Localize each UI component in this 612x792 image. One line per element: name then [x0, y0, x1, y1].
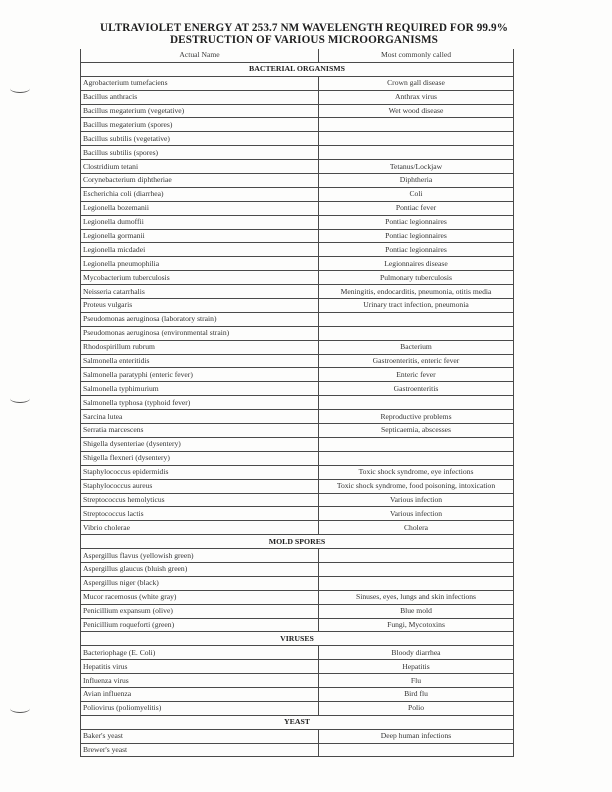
- table-row: [81, 646, 514, 660]
- common-name-cell: Enteric fever: [319, 368, 514, 382]
- common-name-cell: Meningitis, endocarditis, pneumonia, otitis media: [319, 285, 514, 299]
- common-name-cell: Diphtheria: [319, 174, 514, 188]
- table-row: [81, 660, 514, 674]
- section-title: YEAST: [81, 715, 514, 729]
- organism-name-cell: Aspergillus niger (black): [81, 576, 319, 590]
- section-header-row: [81, 715, 514, 729]
- organism-name-cell: Aspergillus flavus (yellowish green): [81, 549, 319, 563]
- common-name-cell: [319, 451, 514, 465]
- title-line-2: DESTRUCTION OF VARIOUS MICROORGANISMS: [170, 34, 438, 46]
- common-name-cell: [319, 562, 514, 576]
- table-row: [81, 104, 514, 118]
- table-row: [81, 368, 514, 382]
- table-row: [81, 521, 514, 535]
- organism-name-cell: Avian influenza: [81, 687, 319, 701]
- common-name-cell: Polio: [319, 701, 514, 715]
- common-name-cell: [319, 312, 514, 326]
- organism-name-cell: Sarcina lutea: [81, 410, 319, 424]
- section-title: VIRUSES: [81, 632, 514, 646]
- organism-name-cell: Legionella micdadei: [81, 243, 319, 257]
- organism-name-cell: Mycobacterium tuberculosis: [81, 271, 319, 285]
- table-row: [81, 299, 514, 313]
- organism-name-cell: Legionella gormanii: [81, 229, 319, 243]
- table-row: [81, 118, 514, 132]
- table-row: [81, 312, 514, 326]
- organism-name-cell: Clostridium tetani: [81, 160, 319, 174]
- organism-name-cell: Streptococcus lactis: [81, 507, 319, 521]
- common-name-cell: [319, 326, 514, 340]
- table-row: [81, 285, 514, 299]
- organism-name-cell: Influenza virus: [81, 674, 319, 688]
- organism-name-cell: Rhodospirillum rubrum: [81, 340, 319, 354]
- common-name-cell: [319, 743, 514, 757]
- table-row: [81, 340, 514, 354]
- table-row: [81, 243, 514, 257]
- organism-name-cell: Streptococcus hemolyticus: [81, 493, 319, 507]
- common-name-cell: Bacterium: [319, 340, 514, 354]
- organism-name-cell: Penicillium expansum (olive): [81, 604, 319, 618]
- table-row: [81, 90, 514, 104]
- common-name-cell: Legionnaires disease: [319, 257, 514, 271]
- table-row: [81, 618, 514, 632]
- section-header-row: [81, 62, 514, 76]
- table-row: [81, 562, 514, 576]
- organism-name-cell: Shigella dysenteriae (dysentery): [81, 437, 319, 451]
- table-row: [81, 76, 514, 90]
- table-row: [81, 201, 514, 215]
- organism-name-cell: Bacteriophage (E. Coli): [81, 646, 319, 660]
- common-name-cell: Gastroenteritis, enteric fever: [319, 354, 514, 368]
- common-name-cell: [319, 118, 514, 132]
- common-name-cell: Coli: [319, 187, 514, 201]
- common-name-cell: Blue mold: [319, 604, 514, 618]
- common-name-cell: Various infection: [319, 507, 514, 521]
- punch-hole-mark: [10, 704, 30, 713]
- common-name-cell: Sinuses, eyes, lungs and skin infections: [319, 590, 514, 604]
- organism-name-cell: Bacillus megaterium (spores): [81, 118, 319, 132]
- table-row: [81, 396, 514, 410]
- section-title: MOLD SPORES: [81, 535, 514, 549]
- organism-name-cell: Salmonella typhimurium: [81, 382, 319, 396]
- common-name-cell: [319, 576, 514, 590]
- common-name-cell: Crown gall disease: [319, 76, 514, 90]
- table-row: [81, 479, 514, 493]
- table-row: [81, 465, 514, 479]
- table-body: [81, 49, 514, 757]
- organism-name-cell: Mucor racemosus (white gray): [81, 590, 319, 604]
- table-row: [81, 549, 514, 563]
- organism-name-cell: Bacillus anthracis: [81, 90, 319, 104]
- organism-name-cell: Bacillus subtilis (spores): [81, 146, 319, 160]
- common-name-cell: Toxic shock syndrome, food poisoning, intoxication: [319, 479, 514, 493]
- common-name-cell: Septicaemia, abscesses: [319, 424, 514, 438]
- common-name-cell: Bird flu: [319, 687, 514, 701]
- organism-name-cell: Baker's yeast: [81, 729, 319, 743]
- organism-name-cell: Salmonella enteritidis: [81, 354, 319, 368]
- table-row: [81, 410, 514, 424]
- common-name-cell: Hepatitis: [319, 660, 514, 674]
- organism-name-cell: Aspergillus glaucus (bluish green): [81, 562, 319, 576]
- organism-name-cell: Bacillus subtilis (vegetative): [81, 132, 319, 146]
- section-header-row: [81, 632, 514, 646]
- table-row: [81, 215, 514, 229]
- table-row: [81, 257, 514, 271]
- common-name-cell: Anthrax virus: [319, 90, 514, 104]
- common-name-cell: Deep human infections: [319, 729, 514, 743]
- microorganism-table: [80, 49, 514, 757]
- table-row: [81, 326, 514, 340]
- common-name-cell: Pontiac legionnaires: [319, 215, 514, 229]
- common-name-cell: [319, 549, 514, 563]
- organism-name-cell: Legionella bozemanii: [81, 201, 319, 215]
- common-name-cell: Pontiac fever: [319, 201, 514, 215]
- organism-name-cell: Pseudomonas aeruginosa (environmental strain): [81, 326, 319, 340]
- organism-name-cell: Legionella pneumophilia: [81, 257, 319, 271]
- organism-name-cell: Legionella dumoffii: [81, 215, 319, 229]
- organism-name-cell: Agrobacterium tumefaciens: [81, 76, 319, 90]
- common-name-cell: Pontiac legionnaires: [319, 229, 514, 243]
- organism-name-cell: Brewer's yeast: [81, 743, 319, 757]
- title-line-1: ULTRAVIOLET ENERGY AT 253.7 NM WAVELENGTH REQUIRED FOR 99.9%: [100, 22, 508, 34]
- organism-name-cell: Escherichia coli (diarrhea): [81, 187, 319, 201]
- table-row: [81, 743, 514, 757]
- organism-name-cell: Salmonella paratyphi (enteric fever): [81, 368, 319, 382]
- common-name-cell: [319, 146, 514, 160]
- section-header-row: [81, 535, 514, 549]
- table-row: [81, 382, 514, 396]
- common-name-cell: [319, 437, 514, 451]
- table-row: [81, 187, 514, 201]
- table-row: [81, 507, 514, 521]
- table-row: [81, 229, 514, 243]
- organism-name-cell: Neisseria catarrhalis: [81, 285, 319, 299]
- common-name-cell: [319, 396, 514, 410]
- table-row: [81, 271, 514, 285]
- table-row: [81, 146, 514, 160]
- punch-hole-mark: [10, 394, 30, 403]
- document-title: [80, 22, 528, 46]
- table-row: [81, 132, 514, 146]
- common-name-cell: Gastroenteritis: [319, 382, 514, 396]
- common-name-cell: Toxic shock syndrome, eye infections: [319, 465, 514, 479]
- table-row: [81, 674, 514, 688]
- common-name-cell: Pontiac legionnaires: [319, 243, 514, 257]
- common-name-cell: Fungi, Mycotoxins: [319, 618, 514, 632]
- organism-name-cell: Staphylococcus aureus: [81, 479, 319, 493]
- organism-name-cell: Penicillium roqueforti (green): [81, 618, 319, 632]
- table-row: [81, 701, 514, 715]
- table-row: [81, 576, 514, 590]
- common-name-cell: Pulmonary tuberculosis: [319, 271, 514, 285]
- table-row: [81, 604, 514, 618]
- organism-name-cell: Vibrio cholerae: [81, 521, 319, 535]
- common-name-cell: Reproductive problems: [319, 410, 514, 424]
- organism-name-cell: Corynebacterium diphtheriae: [81, 174, 319, 188]
- table-row: [81, 590, 514, 604]
- organism-name-cell: Poliovirus (poliomyelitis): [81, 701, 319, 715]
- organism-name-cell: Serratia marcescens: [81, 424, 319, 438]
- common-name-cell: Bloody diarrhea: [319, 646, 514, 660]
- table-row: [81, 493, 514, 507]
- table-row: [81, 354, 514, 368]
- column-header-actual-name: Actual Name: [81, 49, 319, 62]
- organism-name-cell: Shigella flexneri (dysentery): [81, 451, 319, 465]
- table-row: [81, 729, 514, 743]
- punch-hole-mark: [10, 84, 30, 93]
- organism-name-cell: Proteus vulgaris: [81, 299, 319, 313]
- organism-name-cell: Hepatitis virus: [81, 660, 319, 674]
- table-row: [81, 437, 514, 451]
- common-name-cell: Flu: [319, 674, 514, 688]
- column-header-common-name: Most commonly called: [319, 49, 514, 62]
- common-name-cell: Wet wood disease: [319, 104, 514, 118]
- organism-name-cell: Staphylococcus epidermidis: [81, 465, 319, 479]
- table-row: [81, 174, 514, 188]
- common-name-cell: [319, 132, 514, 146]
- organism-name-cell: Bacillus megaterium (vegetative): [81, 104, 319, 118]
- common-name-cell: Cholera: [319, 521, 514, 535]
- section-title: BACTERIAL ORGANISMS: [81, 62, 514, 76]
- common-name-cell: Tetanus/Lockjaw: [319, 160, 514, 174]
- table-row: [81, 424, 514, 438]
- common-name-cell: Urinary tract infection, pneumonia: [319, 299, 514, 313]
- table-row: [81, 687, 514, 701]
- organism-name-cell: Salmonella typhosa (typhoid fever): [81, 396, 319, 410]
- common-name-cell: Various infection: [319, 493, 514, 507]
- table-header-row: [81, 49, 514, 62]
- table-row: [81, 451, 514, 465]
- organism-name-cell: Pseudomonas aeruginosa (laboratory strain): [81, 312, 319, 326]
- table-row: [81, 160, 514, 174]
